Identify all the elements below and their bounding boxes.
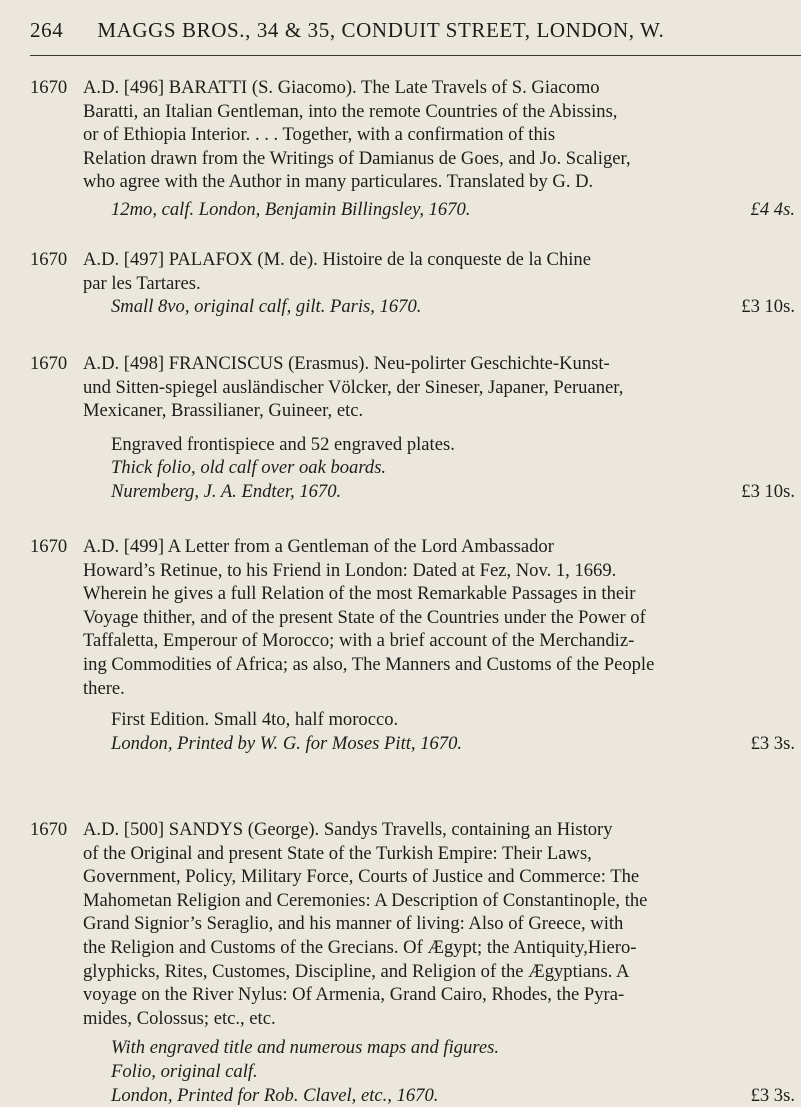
entry-line: voyage on the River Nylus: Of Armenia, Grand Cairo, Rhodes, the Pyra- <box>83 984 625 1006</box>
entry-price: £3 3s. <box>750 732 795 754</box>
entry-price: £4 4s. <box>750 198 795 220</box>
entry-line: und Sitten-spiegel ausländischer Völcker, der Sineser, Japaner, Peruaner, <box>83 376 624 398</box>
entry-line: Relation drawn from the Writings of Damianus de Goes, and Jo. Scaliger, <box>83 147 631 169</box>
entry-line: the Religion and Customs of the Grecians. Of Ægypt; the Antiquity,Hiero- <box>83 936 637 958</box>
entry-line: Howard’s Retinue, to his Friend in London: Dated at Fez, Nov. 1, 1669. <box>83 559 617 581</box>
entry-year: 1670 <box>30 819 68 840</box>
entry-line: A.D. [498] FRANCISCUS (Erasmus). Neu-polirter Geschichte-Kunst- <box>83 353 610 374</box>
entry-line: Mexicaner, Brassilianer, Guineer, etc. <box>83 400 364 422</box>
entry-price: £3 10s. <box>741 296 795 318</box>
entry-detail-row <box>83 295 795 319</box>
entry-price: £3 10s. <box>741 480 795 502</box>
entry-year: 1670 <box>30 536 68 557</box>
entry-line: A.D. [499] A Letter from a Gentleman of the Lord Ambassador <box>83 536 554 557</box>
entry-line: A.D. [500] SANDYS (George). Sandys Travells, containing an History <box>83 819 613 840</box>
entry-detail: London, Printed for Rob. Clavel, etc., 1670. <box>111 1084 439 1106</box>
entry-line: of the Original and present State of the Turkish Empire: Their Laws, <box>83 842 592 864</box>
page-header <box>30 18 770 43</box>
entry-line: Baratti, an Italian Gentleman, into the remote Countries of the Abissins, <box>83 100 618 122</box>
header-rule <box>30 55 801 56</box>
entry-detail: 12mo, calf. London, Benjamin Billingsley, 1670. <box>111 198 471 220</box>
entry-note: First Edition. Small 4to, half morocco. <box>111 709 399 731</box>
entry-note: Folio, original calf. <box>111 1060 258 1082</box>
entry-detail: London, Printed by W. G. for Moses Pitt, 1670. <box>111 732 463 754</box>
entry-line: Grand Signior’s Seraglio, and his manner of living: Also of Greece, with <box>83 913 624 935</box>
entry-detail-row <box>83 480 795 504</box>
page-number: 264 <box>30 18 64 42</box>
entry-detail-row <box>83 732 795 756</box>
entry-note: Thick folio, old calf over oak boards. <box>111 457 387 479</box>
entry-line: who agree with the Author in many particulares. Translated by G. D. <box>83 171 594 193</box>
entry-detail: Nuremberg, J. A. Endter, 1670. <box>111 480 342 502</box>
entry-line: Wherein he gives a full Relation of the most Remarkable Passages in their <box>83 583 636 605</box>
entry-detail: Small 8vo, original calf, gilt. Paris, 1670. <box>111 296 422 318</box>
entry-line: Taffaletta, Emperour of Morocco; with a brief account of the Merchandiz- <box>83 630 635 652</box>
entry-detail-row <box>83 1084 795 1107</box>
entry-year: 1670 <box>30 77 68 98</box>
publisher-line: MAGGS BROS., 34 & 35, CONDUIT STREET, LONDON, W. <box>97 18 665 42</box>
entry-line: there. <box>83 677 125 699</box>
entry-line: Mahometan Religion and Ceremonies: A Description of Constantinople, the <box>83 889 648 911</box>
entry-line: glyphicks, Rites, Customes, Discipline, and Religion of the Ægyptians. A <box>83 960 630 982</box>
entry-line: Voyage thither, and of the present State of the Countries under the Power of <box>83 606 646 628</box>
entry-year: 1670 <box>30 249 68 270</box>
catalogue-entry-497 <box>30 248 795 319</box>
entry-note: With engraved title and numerous maps and figures. <box>111 1037 500 1059</box>
catalogue-entry-499 <box>30 535 795 755</box>
catalogue-entry-500 <box>30 818 795 1107</box>
entry-year: 1670 <box>30 353 68 374</box>
entry-line: mides, Colossus; etc., etc. <box>83 1007 276 1029</box>
entry-line: ing Commodities of Africa; as also, The Manners and Customs of the People <box>83 653 655 675</box>
catalogue-entry-498 <box>30 352 795 504</box>
entry-line: Government, Policy, Military Force, Courts of Justice and Commerce: The <box>83 866 640 888</box>
entry-line: A.D. [497] PALAFOX (M. de). Histoire de la conqueste de la Chine <box>83 249 591 270</box>
entry-line: or of Ethiopia Interior. . . . Together, with a confirmation of this <box>83 124 556 146</box>
entry-line: A.D. [496] BARATTI (S. Giacomo). The Late Travels of S. Giacomo <box>83 77 600 98</box>
entry-line: par les Tartares. <box>83 272 201 294</box>
entry-price: £3 3s. <box>750 1084 795 1106</box>
catalogue-entry-496 <box>30 76 795 222</box>
entry-note: Engraved frontispiece and 52 engraved plates. <box>111 433 455 455</box>
entry-detail-row <box>83 198 795 222</box>
